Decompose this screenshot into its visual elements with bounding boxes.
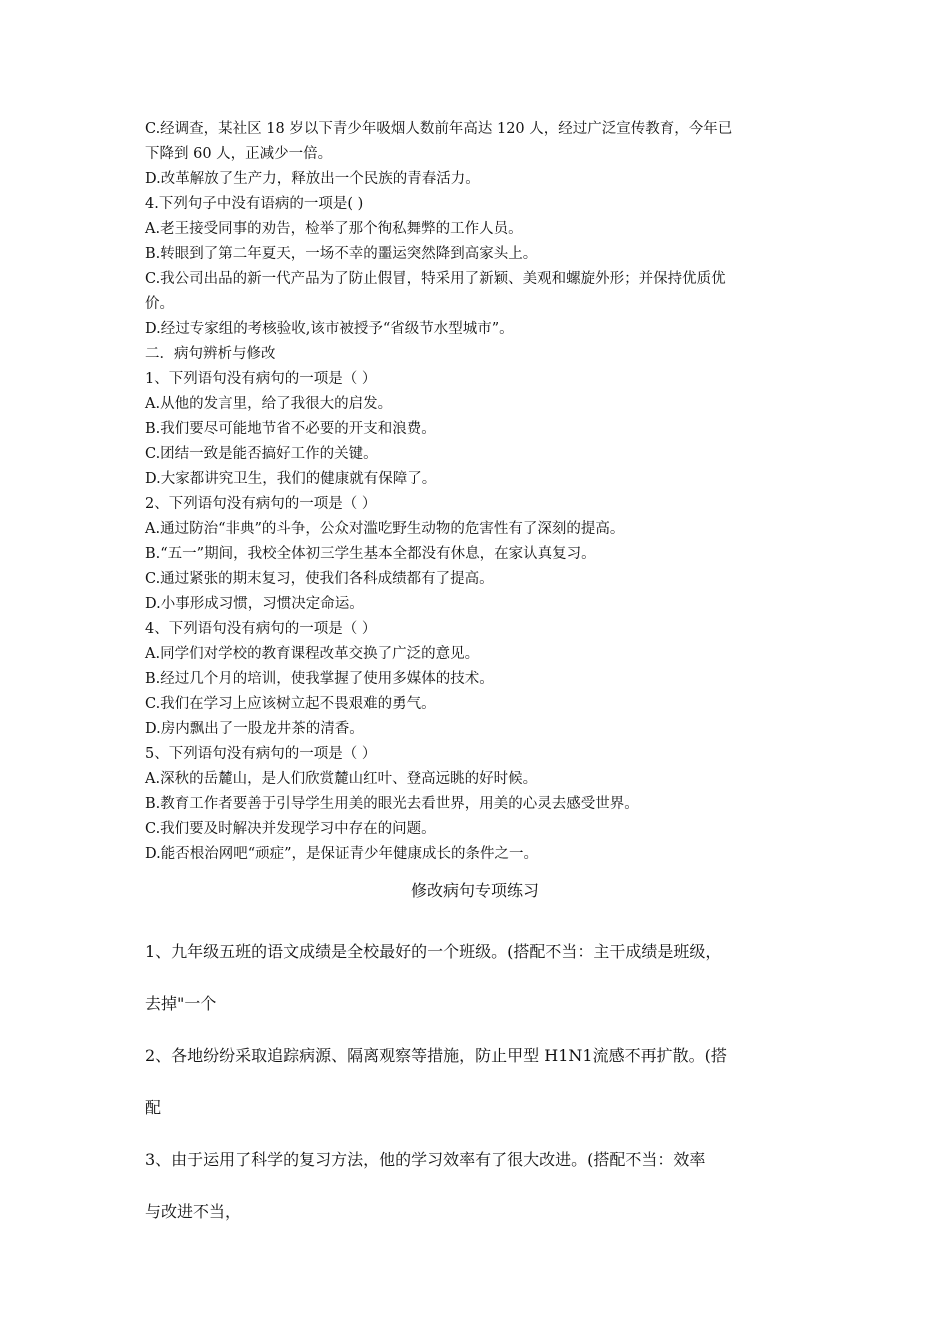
option-line: C.通过紧张的期末复习，使我们各科成绩都有了提高。 [145, 571, 494, 587]
correction-exercises [145, 926, 815, 1238]
option-line: A.老王接受同事的劝告，检举了那个徇私舞弊的工作人员。 [145, 221, 523, 237]
option-line: A.通过防治“非典”的斗争，公众对滥吃野生动物的危害性有了深刻的提高。 [145, 521, 625, 537]
exercise-line: 1、九年级五班的语文成绩是全校最好的一个班级。(搭配不当：主干成绩是班级， [145, 942, 722, 961]
option-line: B.“五一”期间，我校全体初三学生基本全都没有休息，在家认真复习。 [145, 546, 596, 562]
option-line: B.经过几个月的培训，使我掌握了使用多媒体的技术。 [145, 671, 494, 687]
text-line: D.改革解放了生产力，释放出一个民族的青春活力。 [145, 171, 480, 187]
question-stem: 4.下列句子中没有语病的一项是( ) [145, 196, 364, 212]
option-line: D.大家都讲究卫生，我们的健康就有保障了。 [145, 471, 437, 487]
option-line: B.教育工作者要善于引导学生用美的眼光去看世界，用美的心灵去感受世界。 [145, 796, 639, 812]
section-title: 修改病句专项练习 [410, 881, 539, 900]
exercise-line: 3、由于运用了科学的复习方法，他的学习效率有了很大改进。(搭配不当：效率 [145, 1150, 706, 1169]
option-line: B.转眼到了第二年夏天，一场不幸的噩运突然降到高家头上。 [145, 246, 538, 262]
option-line: C.我公司出品的新一代产品为了防止假冒，特采用了新颖、美观和螺旋外形；并保持优质优 [145, 271, 726, 287]
option-line: A.深秋的岳麓山，是人们欣赏麓山红叶、登高远眺的好时候。 [145, 771, 538, 787]
text-line: 下降到 60 人，正减少一倍。 [145, 146, 333, 162]
question-stem: 2、下列语句没有病句的一项是（ ） [145, 496, 377, 512]
option-line: A.从他的发言里，给了我很大的启发。 [145, 396, 393, 412]
exercise-line: 去掉"一个 [145, 994, 217, 1013]
option-line: D.经过专家组的考核验收,该市被授予“省级节水型城市”。 [145, 321, 514, 337]
question-stem: 5、下列语句没有病句的一项是（ ） [145, 746, 377, 762]
option-line: D.小事形成习惯，习惯决定命运。 [145, 596, 364, 612]
option-line: D.能否根治网吧“顽症”，是保证青少年健康成长的条件之一。 [145, 846, 539, 862]
option-line: C.我们在学习上应该树立起不畏艰难的勇气。 [145, 696, 436, 712]
option-line: A.同学们对学校的教育课程改革交换了广泛的意见。 [145, 646, 480, 662]
question-stem: 4、下列语句没有病句的一项是（ ） [145, 621, 377, 637]
option-line: B.我们要尽可能地节省不必要的开支和浪费。 [145, 421, 436, 437]
exercise-line: 配 [145, 1098, 162, 1117]
option-line: D.房内飘出了一股龙井茶的清香。 [145, 721, 364, 737]
exercise-line: 与改进不当， [145, 1202, 242, 1221]
exercise-line: 2、各地纷纷采取追踪病源、隔离观察等措施，防止甲型 H1N1流感不再扩散。(搭 [145, 1046, 727, 1065]
option-line: C.我们要及时解决并发现学习中存在的问题。 [145, 821, 436, 837]
option-line: C.团结一致是能否搞好工作的关键。 [145, 446, 378, 462]
question-stem: 1、下列语句没有病句的一项是（ ） [145, 371, 377, 387]
exercise-list [145, 117, 815, 867]
text-line: 价。 [145, 296, 174, 312]
section-heading: 二．病句辨析与修改 [145, 346, 276, 362]
text-line: C.经调查，某社区 18 岁以下青少年吸烟人数前年高达 120 人，经过广泛宣传教育，今年已 [145, 121, 733, 137]
